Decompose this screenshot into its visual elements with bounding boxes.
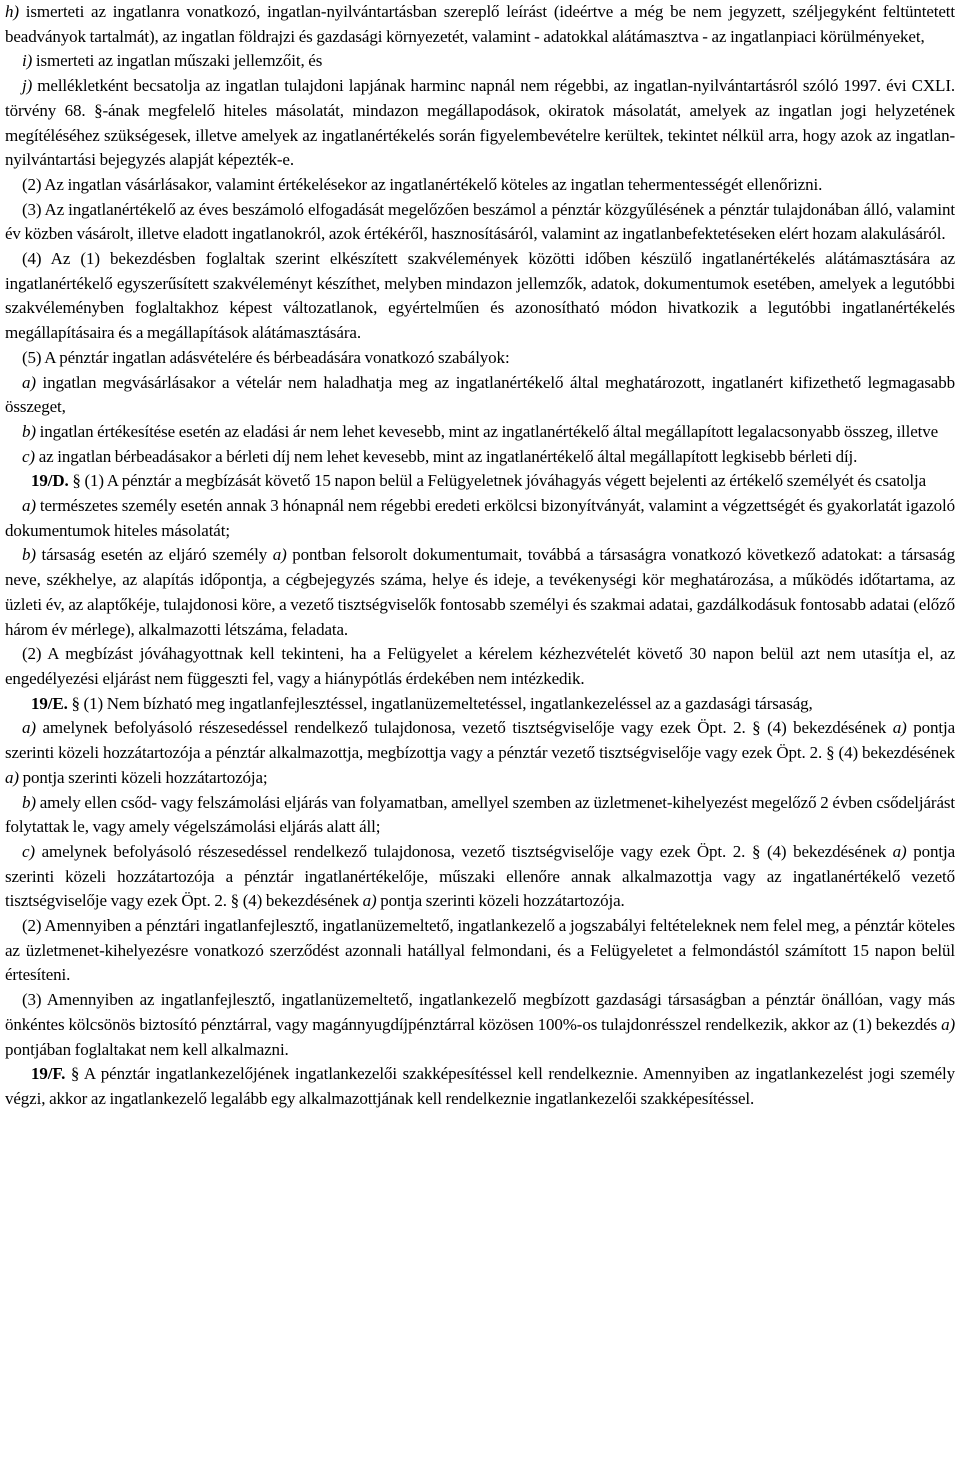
paragraph-text: mellékletként becsatolja az ingatlan tulajdoni lapjának harminc napnál nem régebbi, az ingatlan-nyilvántartásról szóló 1997. évi CXLI. törvény 68. §-ának megfelelő hiteles másolatát, mindazon megállapodások, okiratok másolatát, amelyek az ingatlan jogi helyzetének megítéléséhez szükségesek, illetve amelyek az ingatlanértékelés során figyelembevételre kerültek, tekintet nélkül arra, hogy azok az ingatlan-nyilvántartási bejegyzés alapját képezték-e. [5, 76, 955, 170]
point-label: a) [22, 718, 36, 738]
paragraph-text: társaság esetén az eljáró személy [35, 545, 273, 565]
paragraph-text: § A pénztár ingatlankezelőjének ingatlankezelői szakképesítéssel kell rendelkeznie. Amennyiben az ingatlankezelést jogi személy végzi, akkor az ingatlankezelő legalább egy alkalmazottjának kell rendelkeznie ingatlankezelői szakképesítéssel. [5, 1064, 955, 1108]
point-label: h) [5, 2, 19, 21]
point-label: b) [22, 421, 36, 441]
paragraph [5, 840, 955, 914]
point-label: b) [22, 545, 36, 565]
paragraph-text: ismerteti az ingatlanra vonatkozó, ingatlan-nyilvántartásban szereplő leírást (ideértve a még be nem jegyzett, széljegyként feltüntetett beadványok tartalmát), az ingatlan földrajzi és gazdasági környezetét, valamint - adatokkal alátámasztva - az ingatlanpiaci körülményeket, [5, 2, 955, 46]
point-label: a) [892, 841, 907, 861]
paragraph-text: amelynek befolyásoló részesedéssel rendelkező tulajdonosa, vezető tisztségviselője vagy ezek Öpt. 2. § (4) bekezdésének [34, 841, 893, 861]
paragraph-text: természetes személy esetén annak 3 hónapnál nem régebbi eredeti erkölcsi bizonyítványát, valamint a végzettségét és gyakorlatát igazoló dokumentumok hiteles másolatát; [5, 496, 955, 540]
document-page [5, 0, 955, 1112]
paragraph [5, 642, 955, 691]
paragraph-text: pontja szerinti közeli hozzátartozója a pénztár ingatlanértékelője, műszaki ellenőre annak alkalmazottja vagy az ingatlanértékelő vezető tisztségviselője vagy ezek Öpt. 2. § (4) bekezdésének [5, 841, 955, 911]
paragraph [5, 469, 955, 494]
paragraph-text: (2) Az ingatlan vásárlásakor, valamint értékelésekor az ingatlanértékelő köteles az ingatlan tehermentességét ellenőrizni. [22, 174, 823, 194]
paragraph [5, 198, 955, 247]
paragraph [5, 445, 955, 470]
paragraph-text: (2) A megbízást jóváhagyottnak kell tekinteni, ha a Felügyelet a kérelem kézhezvételét követő 30 napon belül azt nem utasítja el, az engedélyezési eljárást nem függeszti fel, vagy a hiánypótlás érdekében nem intézkedik. [5, 644, 955, 688]
paragraph [5, 346, 955, 371]
point-label: a) [892, 718, 907, 738]
paragraph [5, 692, 955, 717]
point-label: b) [22, 792, 36, 812]
paragraph [5, 0, 955, 49]
paragraph [5, 1062, 955, 1111]
paragraph [5, 74, 955, 173]
section-number: 19/E. [31, 693, 68, 713]
paragraph [5, 791, 955, 840]
paragraph-text: az ingatlan bérbeadásakor a bérleti díj nem lehet kevesebb, mint az ingatlanértékelő által megállapított legkisebb bérleti díj. [34, 446, 858, 466]
point-label: a) [22, 496, 36, 516]
paragraph-text: § (1) Nem bízható meg ingatlanfejlesztéssel, ingatlanüzemeltetéssel, ingatlankezeléssel az a gazdasági társaság, [67, 693, 813, 713]
point-label: a) [272, 545, 287, 565]
paragraph-text: amelynek befolyásoló részesedéssel rendelkező tulajdonosa, vezető tisztségviselője vagy ezek Öpt. 2. § (4) bekezdésének [35, 718, 893, 738]
point-label: j) [22, 76, 33, 96]
paragraph-text: pontban felsorolt dokumentumait, továbbá a társaságra vonatkozó következő adatokat: a társaság neve, székhelye, az alapítás időpontja, a cégbejegyzés száma, helye és ideje, a tevékenységi kör meghatározása, a működés időtartama, az üzleti év, az alaptőkéje, tulajdonosi köre, a vezető tisztségviselők fontosabb személyi és szakmai adatai, gazdálkodásuk fontosabb adatai (előző három év mérlege), alkalmazotti létszáma, feladata. [5, 545, 955, 639]
section-number: 19/F. [31, 1064, 66, 1084]
section-number: 19/D. [31, 471, 69, 491]
paragraph-text: (3) Az ingatlanértékelő az éves beszámoló elfogadását megelőzően beszámol a pénztár közgyűlésének a pénztár tulajdonában álló, valamint év közben vásárolt, illetve eladott ingatlanokról, azok értékéről, hasznosításáról, valamint az ingatlanbefektetéseken elért hozam alakulásáról. [5, 199, 955, 244]
paragraph [5, 494, 955, 543]
paragraph [5, 543, 955, 642]
paragraph [5, 173, 955, 198]
paragraph-text: (2) Amennyiben a pénztári ingatlanfejlesztő, ingatlanüzemeltető, ingatlankezelő a jogszabályi feltételeknek nem felel meg, a pénztár köteles az üzletmenet-kihelyezésre vonatkozó szerződést azonnali hatállyal felmondani, és a Felügyeletet a felmondástól számított 15 napon belül értesíteni. [5, 916, 955, 985]
point-label: a) [22, 372, 36, 392]
point-label: c) [22, 841, 35, 861]
paragraph-text: pontja szerinti közeli hozzátartozója; [18, 767, 268, 787]
paragraph-text: (4) Az (1) bekezdésben foglaltak szerint elkészített szakvélemények közötti időben készülő ingatlanértékelés alátámasztására az ingatlanértékelő egyszerűsített szakvéleményt készíthet, melyben mindazon jellemzők, adatok, dokumentumok esetében, amelyek a legutóbbi szakvéleményben foglaltakhoz képest változatlanok, egyértelműen és azonosítható módon hivatkozik a legutóbbi ingatlanértékelés megállapításaira és a megállapítások alátámasztására. [5, 249, 955, 343]
paragraph-text: § (1) A pénztár a megbízását követő 15 napon belül a Felügyeletnek jóváhagyás végett bejelenti az értékelő személyét és csatolja [68, 471, 927, 491]
paragraph [5, 420, 955, 445]
paragraph [5, 49, 955, 74]
paragraph-text: ingatlan megvásárlásakor a vételár nem haladhatja meg az ingatlanértékelő által meghatározott, ingatlanért kifizethető legmagasabb összeget, [5, 372, 955, 417]
point-label: c) [22, 446, 35, 466]
paragraph-text: pontja szerinti közeli hozzátartozója. [376, 891, 625, 911]
paragraph-text: pontja szerinti közeli hozzátartozója a pénztár alkalmazottja, megbízottja vagy a pénztár vezető tisztségviselője vagy ezek Öpt. 2. § (4) bekezdésének [5, 718, 955, 763]
paragraph [5, 716, 955, 790]
paragraph [5, 371, 955, 420]
point-label: a) [362, 891, 377, 911]
paragraph-text: pontjában foglaltakat nem kell alkalmazni. [5, 1039, 289, 1059]
paragraph-text: (5) A pénztár ingatlan adásvételére és bérbeadására vonatkozó szabályok: [22, 347, 510, 367]
paragraph [5, 914, 955, 988]
paragraph-text: ismerteti az ingatlan műszaki jellemzőit, és [32, 51, 323, 71]
paragraph-text: ingatlan értékesítése esetén az eladási ár nem lehet kevesebb, mint az ingatlanértékelő által megállapított legalacsonyabb összeg, illetve [35, 421, 939, 441]
paragraph [5, 988, 955, 1062]
paragraph-text: amely ellen csőd- vagy felszámolási eljárás van folyamatban, amellyel szemben az üzletmenet-kihelyezést megelőző 2 évben csődeljárást folytattak le, vagy amely végelszámolási eljárás alatt áll; [5, 792, 955, 837]
point-label: a) [5, 767, 19, 787]
point-label: a) [941, 1014, 955, 1034]
paragraph-text: (3) Amennyiben az ingatlanfejlesztő, ingatlanüzemeltető, ingatlankezelő megbízott gazdasági társaságban a pénztár önállóan, vagy más önkéntes kölcsönös biztosító pénztárral, vagy magánnyugdíjpénztárral közösen 100%-os tulajdonrésszel rendelkezik, akkor az (1) bekezdés [5, 990, 955, 1034]
paragraph [5, 247, 955, 346]
point-label: i) [22, 51, 33, 71]
